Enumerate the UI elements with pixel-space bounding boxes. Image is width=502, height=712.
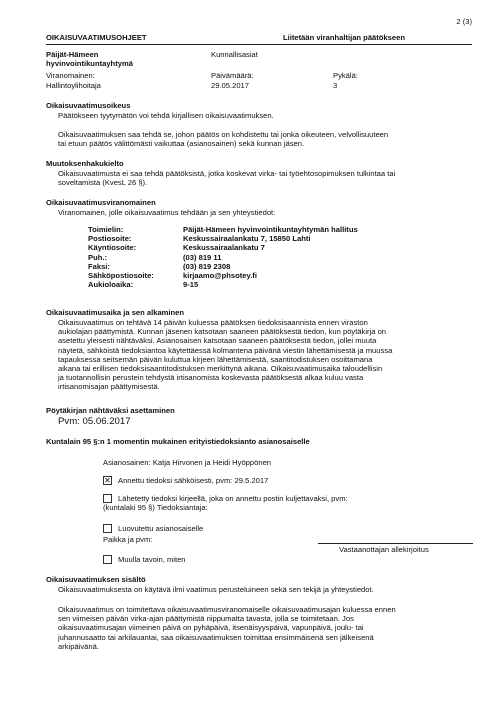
appeal-ban-text-b: soveltamista (KvesL 26 §). <box>58 178 148 187</box>
contact-label: Postiosoite: <box>88 234 132 244</box>
notice-heading: Kuntalain 95 §:n 1 momentin mukainen erityistiedoksianto asianosaiselle <box>46 437 310 446</box>
date-label: Päivämäärä: <box>211 71 254 80</box>
text-line: juhannusaatto tai arkilauantai, saa oikaisuvaatimuksen toimittaa ensimmäisenä sen jälkeisenä <box>58 632 374 642</box>
appeal-ban-heading: Muutoksenhakukielto <box>46 159 124 168</box>
checkbox-letter[interactable] <box>103 494 112 503</box>
text-line: arkipäivänä. <box>58 641 99 651</box>
appeal-ban-text-a: Oikaisuvaatimusta ei saa tehdä päätöksistä, jotka koskevat virka- tai työehtosopimuksen tulkintaa tai <box>58 169 396 178</box>
appeal-right-heading: Oikaisuvaatimusoikeus <box>46 101 131 110</box>
contact-row <box>88 253 358 262</box>
option-handed-over: Luovutettu asianosaiselle <box>118 524 204 533</box>
text-line: Oikaisuvaatimus on tehtävä 14 päivän kuluessa päätöksen tiedoksisaannista ennen viraston <box>58 318 368 327</box>
meeting-type: Kunnallisasiat <box>211 50 258 59</box>
text-line: asetettu yleisesti nähtäväksi. Asianosaisen katsotaan saaneen päätöksestä tiedon, jollei muuta <box>58 336 377 346</box>
appeal-authority-text: Viranomainen, jolle oikaisuvaatimus tehdään ja sen yhteystiedot: <box>58 208 276 217</box>
appeal-right-text-2a: Oikaisuvaatimuksen saa tehdä se, johon päätös on kohdistettu tai jonka oikeuteen, velvollisuuteen <box>58 130 389 139</box>
contact-label: Sähköpostiosoite: <box>88 271 154 281</box>
date-value: 29.05.2017 <box>211 81 250 90</box>
option-other: Muulla tavoin, miten <box>118 555 186 564</box>
signature-label: Vastaanottajan allekirjoitus <box>339 545 429 554</box>
org-name-line1: Päijät-Hämeen <box>46 50 99 59</box>
text-line: sen viimeisen päivän virka-ajan päättymistä riippumatta tavasta, jolla se toimitetaan. Jos <box>58 614 354 624</box>
contact-value: (03) 819 2308 <box>183 261 231 271</box>
contact-label: Faksi: <box>88 261 110 271</box>
contact-row <box>88 271 358 280</box>
attachment-note: Liitetään viranhaltijan päätökseen <box>283 33 405 42</box>
parties: Asianosainen: Katja Hirvonen ja Heidi Hyöppönen <box>103 458 272 467</box>
appeal-time-text <box>58 318 473 392</box>
appeal-time-heading: Oikaisuvaatimusaika ja sen alkaminen <box>46 308 185 317</box>
content-text-1: Oikaisuvaatimuksesta on käytävä ilmi vaatimus perusteluineen sekä sen tekijä ja yhteystiedot. <box>58 585 374 594</box>
appeal-right-text: Päätökseen tyytymätön voi tehdä kirjallisen oikaisuvaatimuksen. <box>58 111 274 120</box>
contact-value: Keskussairaalankatu 7, 15850 Lahti <box>183 234 311 244</box>
contact-row <box>88 234 358 243</box>
contact-value: Päijät-Hämeen hyvinvointikuntayhtymän hallitus <box>183 225 358 234</box>
contact-label: Aukioloaika: <box>88 280 134 290</box>
org-name-line2: hyvinvointikuntayhtymä <box>46 59 133 68</box>
contact-row <box>88 243 358 252</box>
contact-label: Käyntiosoite: <box>88 243 137 253</box>
place-and-date-label: Paikka ja pvm: <box>103 535 153 544</box>
contact-value: kirjaamo@phsotey.fi <box>183 271 257 281</box>
contact-label: Puh.: <box>88 252 107 262</box>
authority-value: Hallintoylihoitaja <box>46 81 101 90</box>
authority-label: Viranomainen: <box>46 71 95 80</box>
signature-line <box>318 543 473 544</box>
text-line: Oikaisuvaatimus on toimitettava oikaisuvaatimusviranomaiselle oikaisuvaatimusajan kuluessa ennen <box>58 605 396 614</box>
checkbox-handed-over[interactable] <box>103 524 112 533</box>
minutes-heading: Pöytäkirjan nähtäväksi asettaminen <box>46 406 175 415</box>
appeal-right-text-2b: tai etuun päätös välittömästi vaikuttaa (asianosainen) sekä kunnan jäsen. <box>58 139 305 148</box>
option-electronic: Annettu tiedoksi sähköisesti, pvm: 29.5.2017 <box>118 476 269 485</box>
checkbox-electronic[interactable] <box>103 476 112 485</box>
content-text-2 <box>58 605 473 651</box>
checkbox-other[interactable] <box>103 555 112 564</box>
text-line: irtisanomisajan päättymisestä. <box>58 382 160 392</box>
contact-value: Keskussairaalankatu 7 <box>183 243 265 253</box>
contact-row <box>88 262 358 271</box>
text-line: näytetä, sähköistä tiedoksiantoa käytettäessä kolmantena päivänä viestin lähettämisestä ja muussa <box>58 345 393 355</box>
check-mark-icon: ✕ <box>104 475 111 485</box>
appeal-authority-heading: Oikaisuvaatimusviranomainen <box>46 198 156 207</box>
minutes-date: Pvm: 05.06.2017 <box>58 416 131 427</box>
option-letter-b: (kuntalaki 95 §) Tiedoksiantaja: <box>103 503 208 512</box>
contact-row <box>88 280 358 289</box>
text-line: ja tuotannollisin perustein tehdystä irtisanomista koskevasta päätöksestä alkaa kuluu vasta <box>58 373 364 383</box>
text-line: tapauksessa seitsemän päivän kuluttua kirjeen lähettämisestä, saantitodistuksen osoittamana <box>58 354 373 364</box>
contact-table <box>88 225 358 289</box>
option-letter-a: Lähetetty tiedoksi kirjeellä, joka on annettu postin kuljettavaksi, pvm: <box>118 494 348 503</box>
section-label: Pykälä: <box>333 71 358 80</box>
page-number: 2 (3) <box>456 17 472 26</box>
contact-value: 9-15 <box>183 280 199 290</box>
contact-row <box>88 225 358 234</box>
header-divider <box>46 44 472 45</box>
section-value: 3 <box>333 81 338 90</box>
contact-value: (03) 819 11 <box>183 252 222 262</box>
text-line: aukiolajan päättymistä. Kunnan jäsenen katsotaan saaneen päätöksestä tiedon, kun pöytäkirja on <box>58 327 387 337</box>
text-line: aikana tai erillisen tiedoksisaantitodistuksen merkittynä aikana. Oikaisuvaatimusaika taloudellisin <box>58 364 383 374</box>
text-line: oikaisuvaatimusajan viimeinen päivä on pyhäpäivä, itsenäisyyspäivä, vapunpäivä, joulu- tai <box>58 623 364 633</box>
contact-label: Toimielin: <box>88 225 124 234</box>
document-title: OIKAISUVAATIMUSOHJEET <box>46 33 147 42</box>
content-heading: Oikaisuvaatimuksen sisältö <box>46 575 146 584</box>
